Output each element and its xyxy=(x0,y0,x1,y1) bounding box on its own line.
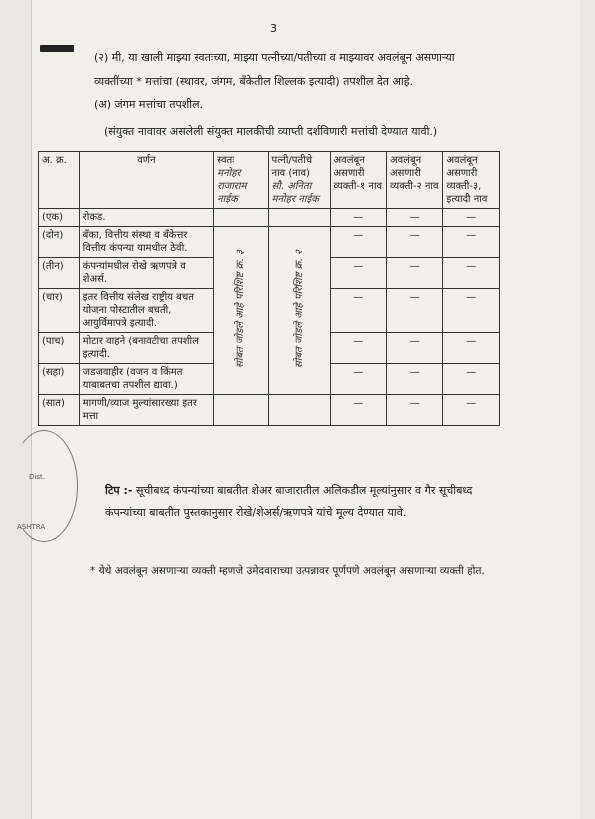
dependent-2-cell: — xyxy=(386,227,442,258)
row-number: (पाच) xyxy=(39,333,80,364)
row-description: बँका, वित्तीय संस्था व बँकेत्तर वित्तीय कंपन्या यामधील ठेवी. xyxy=(79,227,213,258)
dependent-2-cell: — xyxy=(386,289,442,333)
joint-ownership-note: (संयुक्त नावावर असलेली संयुक्त मालकीची व्याप्ती दर्शविणारी मत्तांची देण्यात यावी.) xyxy=(104,125,438,138)
row-description: इतर वित्तीय संलेख राष्ट्रीय बचत योजना पोस्टातील बचती, आयुर्विमापत्रे इत्यादी. xyxy=(79,289,213,333)
dependent-3-cell: — xyxy=(443,333,500,364)
spouse-value-cell xyxy=(268,209,330,227)
row-number: (तीन) xyxy=(39,258,80,289)
note-label: टिप :- xyxy=(105,484,133,497)
table-header-row xyxy=(39,152,500,209)
self-name-handwritten: मनोहर राजाराम नाईक xyxy=(217,168,247,205)
self-value-cell xyxy=(214,395,268,426)
spouse-name-handwritten: सौ. अनिता मनोहर नाईक xyxy=(271,181,319,205)
dependent-1-cell: — xyxy=(330,289,386,333)
dependent-2-cell: — xyxy=(386,209,442,227)
dependent-1-cell: — xyxy=(330,395,386,426)
header-description: वर्णन xyxy=(79,152,213,209)
table-row xyxy=(39,227,500,258)
table-row xyxy=(39,395,500,426)
dependent-2-cell: — xyxy=(386,258,442,289)
note-block xyxy=(105,480,505,524)
self-value-cell xyxy=(214,209,268,227)
dependent-3-cell: — xyxy=(443,289,500,333)
intro-line-2: व्यक्तींच्या * मत्तांचा (स्थावर, जंगम, बँकेतील शिल्लक इत्यादी) तपशील देत आहे. xyxy=(94,75,414,88)
header-spouse-label: पत्नी/पतीचे नाव (नाव) xyxy=(271,155,313,179)
self-annotation-handwritten: सोबत जोडले आहे परिशिष्ट क्र. ३ xyxy=(235,249,247,368)
official-seal-stamp xyxy=(10,430,78,542)
header-self-label: स्वतः xyxy=(217,155,235,166)
row-number: (चार) xyxy=(39,289,80,333)
header-dependent-3: अवलंबून असणारी व्यक्ती-३, इत्यादी नाव xyxy=(443,152,500,209)
dependent-3-cell: — xyxy=(443,209,500,227)
note-text: सूचीबध्द कंपन्यांच्या बाबतीत शेअर बाजारातील अलिकडील मूल्यांनुसार व गैर सूचीबध्द कंपन्यांच्या बाबतीत पुस्तकानुसार रोखे/शेअर्स/ऋणपत्रे यांचे मूल्य देण्यात यावे. xyxy=(105,484,473,519)
row-number: (एक) xyxy=(39,209,80,227)
footnote: * येथे अवलंबून असणाऱ्या व्यक्ती म्हणजे उमेदवाराच्या उत्पन्नावर पूर्णपणे अवलंबून असणाऱ्या व्यक्ती होत. xyxy=(90,565,485,577)
self-annotation-cell xyxy=(214,227,268,395)
seal-text-line-2: ASHTRA xyxy=(17,523,46,531)
dependent-3-cell: — xyxy=(443,227,500,258)
dependent-2-cell: — xyxy=(386,333,442,364)
header-serial-no: अ. क्र. xyxy=(39,152,80,209)
dependent-1-cell: — xyxy=(330,364,386,395)
header-dependent-2: अवलंबून असणारी व्यक्ती-२ नाव xyxy=(386,152,442,209)
spouse-annotation-handwritten: सोबत जोडले आहे परिशिष्ट क्र. २ xyxy=(293,249,305,368)
dependent-1-cell: — xyxy=(330,227,386,258)
movable-assets-table xyxy=(38,151,500,426)
dependent-1-cell: — xyxy=(330,258,386,289)
page-number: 3 xyxy=(270,22,277,35)
dependent-1-cell: — xyxy=(330,209,386,227)
header-spouse xyxy=(268,152,330,209)
spouse-annotation-cell xyxy=(268,227,330,395)
punch-hole-mark xyxy=(40,45,74,52)
row-number: (सात) xyxy=(39,395,80,426)
dependent-3-cell: — xyxy=(443,364,500,395)
spouse-value-cell xyxy=(268,395,330,426)
dependent-2-cell: — xyxy=(386,364,442,395)
row-description: जडजवाहीर (वजन व किंमत याबाबतचा तपशील द्यावा.) xyxy=(79,364,213,395)
seal-text-line-1: Dist. xyxy=(29,473,45,481)
dependent-1-cell: — xyxy=(330,333,386,364)
section-heading: (अ) जंगम मत्तांचा तपशील. xyxy=(94,98,204,111)
header-self xyxy=(214,152,268,209)
header-dependent-1: अवलंबून असणारी व्यक्ती-१ नाव xyxy=(330,152,386,209)
intro-line-1: (२) मी, या खाली माझ्या स्वतःच्या, माझ्या पत्नीच्या/पतीच्या व माझ्यावर अवलंबून असणाऱ्या xyxy=(94,51,455,64)
row-number: (सहा) xyxy=(39,364,80,395)
dependent-3-cell: — xyxy=(443,258,500,289)
table-row xyxy=(39,209,500,227)
row-description: कंपन्यांमधील रोखे ऋणपत्रे व शेअर्स. xyxy=(79,258,213,289)
row-description: रोकड. xyxy=(79,209,213,227)
row-description: मोटार वाहने (बनावटीचा तपशील इत्यादी. xyxy=(79,333,213,364)
dependent-3-cell: — xyxy=(443,395,500,426)
dependent-2-cell: — xyxy=(386,395,442,426)
row-number: (दोन) xyxy=(39,227,80,258)
row-description: मागणी/व्याज मुल्यांसारख्या इतर मत्ता xyxy=(79,395,213,426)
